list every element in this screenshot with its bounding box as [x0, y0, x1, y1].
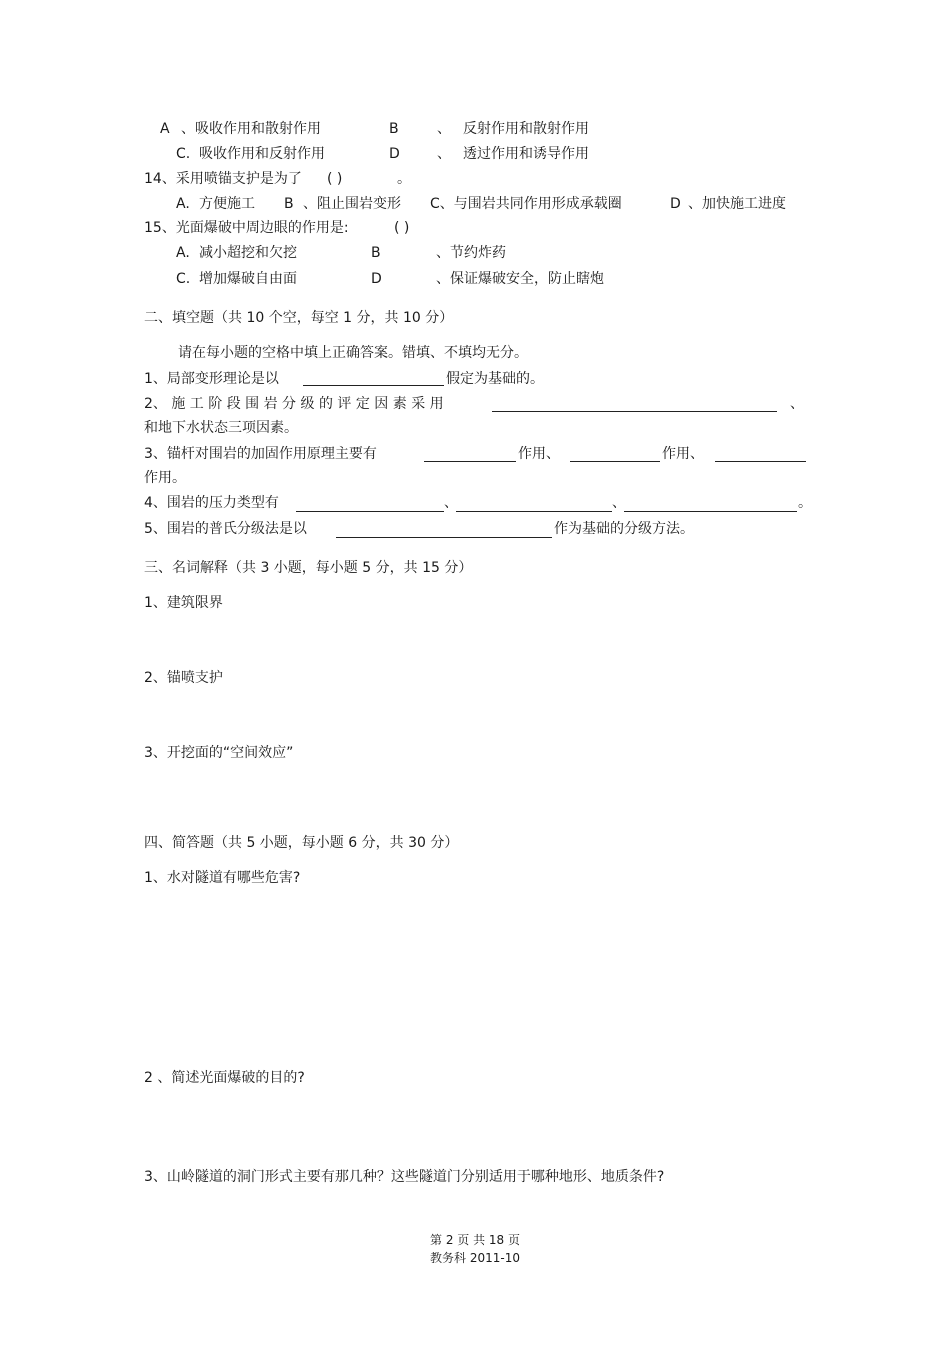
fill2-line2: 和地下水状态三项因素。 [144, 420, 298, 436]
fill4-prefix: 4、围岩的压力类型有 [144, 495, 279, 511]
fill3-line2: 作用。 [144, 470, 186, 486]
q15-option-d-letter: D [371, 271, 382, 287]
fill2-sep: 、 [790, 396, 804, 412]
fill3-word-1: 作用、 [518, 446, 560, 462]
q14-option-b-letter: B [284, 196, 294, 212]
fill2-prefix: 2、 施 工 阶 段 围 岩 分 级 的 评 定 因 素 采 用 [144, 396, 444, 412]
fill4-sep-1: 、 [444, 495, 458, 511]
q14-option-b-text: 、阻止围岩变形 [303, 196, 401, 212]
section3-item-1: 1、建筑限界 [144, 595, 223, 611]
fill5-prefix: 5、围岩的普氏分级法是以 [144, 521, 307, 537]
q15-option-b-letter: B [371, 245, 381, 261]
q13-option-c-text: 吸收作用和反射作用 [199, 146, 325, 162]
fill5-suffix: 作为基础的分级方法。 [554, 521, 694, 537]
q15-stem: 15、光面爆破中周边眼的作用是: [144, 220, 349, 236]
fill4-blank-2[interactable] [456, 511, 612, 512]
fill3-blank-3[interactable] [715, 461, 806, 462]
page-number: 第 2 页 共 18 页 [430, 1233, 520, 1247]
fill3-prefix: 3、锚杆对围岩的加固作用原理主要有 [144, 446, 377, 462]
q15-option-c-text: 增加爆破自由面 [199, 271, 297, 287]
section3-heading: 三、名词解释（共 3 小题，每小题 5 分，共 15 分） [144, 560, 473, 576]
fill5-blank[interactable] [336, 537, 552, 538]
fill4-blank-3[interactable] [624, 511, 797, 512]
section3-item-2: 2、锚喷支护 [144, 670, 223, 686]
q13-option-b-text: 反射作用和散射作用 [463, 121, 589, 137]
section4-item-3: 3、山岭隧道的洞门形式主要有那几种？这些隧道门分别适用于哪种地形、地质条件? [144, 1169, 665, 1185]
fill1-prefix: 1、局部变形理论是以 [144, 371, 279, 387]
q14-stem: 14、采用喷锚支护是为了 [144, 171, 302, 187]
q13-option-b-letter: B [389, 121, 399, 137]
q15-option-a-text: 减小超挖和欠挖 [199, 245, 297, 261]
fill2-blank[interactable] [492, 411, 777, 412]
q14-option-a-text: 方便施工 [199, 196, 255, 212]
q13-option-d-sep: 、 [437, 146, 451, 162]
fill4-end: 。 [798, 495, 812, 511]
section4-item-1: 1、水对隧道有哪些危害? [144, 870, 301, 886]
q14-option-d-letter: D [670, 196, 681, 212]
q14-option-c: C、与围岩共同作用形成承载圈 [430, 196, 622, 212]
footer-dept-date: 教务科 2011-10 [430, 1251, 520, 1265]
q15-option-a-letter: A. [176, 245, 190, 261]
section2-heading: 二、填空题（共 10 个空，每空 1 分，共 10 分） [144, 310, 454, 326]
q14-option-a-letter: A. [176, 196, 190, 212]
q13-option-d-text: 透过作用和诱导作用 [463, 146, 589, 162]
q13-option-d-letter: D [389, 146, 400, 162]
fill1-suffix: 假定为基础的。 [446, 371, 544, 387]
q13-option-c-letter: C. [176, 146, 191, 162]
fill3-blank-2[interactable] [570, 461, 660, 462]
q14-end: 。 [397, 171, 411, 187]
fill4-sep-2: 、 [612, 495, 626, 511]
q15-paren: ( ) [394, 220, 410, 236]
q15-option-c-letter: C. [176, 271, 191, 287]
q14-option-d-text: 、加快施工进度 [688, 196, 786, 212]
fill4-blank-1[interactable] [296, 511, 444, 512]
section2-instruction: 请在每小题的空格中填上正确答案。错填、不填均无分。 [178, 345, 528, 361]
q13-option-a-text: 、吸收作用和散射作用 [181, 121, 321, 137]
q13-option-b-sep: 、 [437, 121, 451, 137]
q15-option-d-text: 、保证爆破安全，防止瞎炮 [436, 271, 604, 287]
q13-option-a-letter: A [160, 121, 170, 137]
q14-paren: ( ) [327, 171, 343, 187]
section4-heading: 四、简答题（共 5 小题，每小题 6 分，共 30 分） [144, 835, 459, 851]
fill3-word-2: 作用、 [662, 446, 704, 462]
fill1-blank[interactable] [303, 385, 444, 386]
section3-item-3: 3、开挖面的“空间效应” [144, 745, 294, 761]
section4-item-2: 2 、简述光面爆破的目的? [144, 1070, 305, 1086]
fill3-blank-1[interactable] [424, 461, 516, 462]
q15-option-b-text: 、节约炸药 [436, 245, 506, 261]
